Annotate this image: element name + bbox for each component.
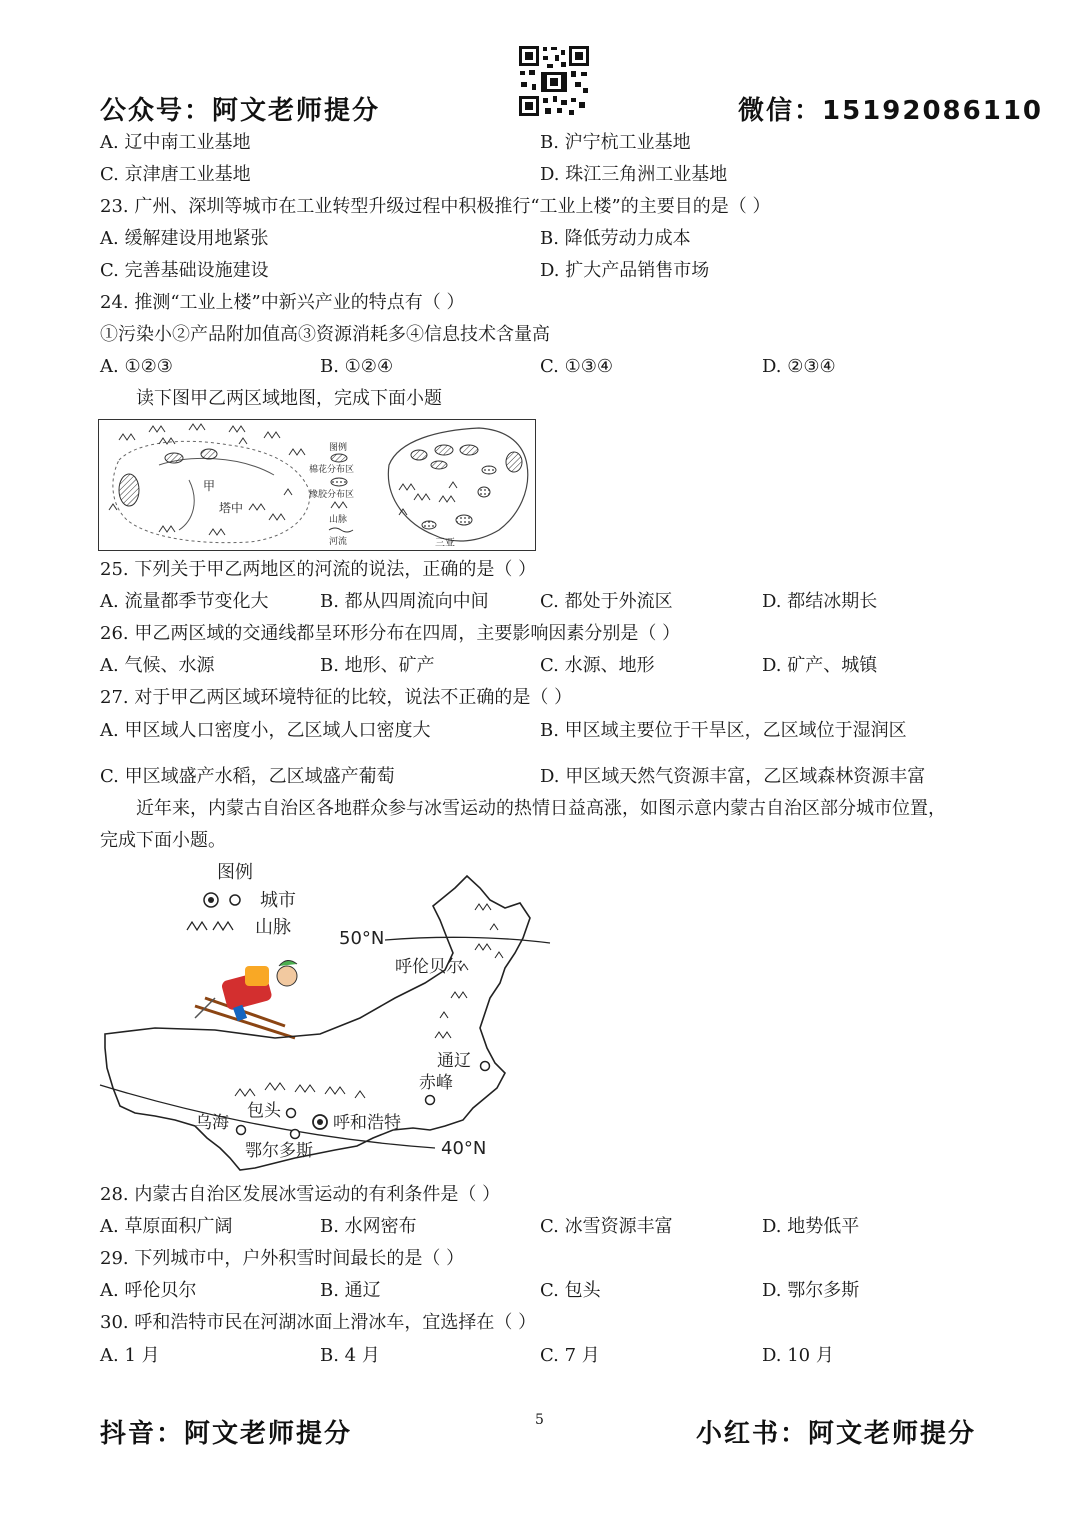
city-ordos: 鄂尔多斯 — [245, 1141, 313, 1161]
q23-stem: 23. 广州、深圳等城市在工业转型升级过程中积极推行“工业上楼”的主要目的是（ ） — [100, 196, 771, 217]
q26-option-a: A. 气候、水源 — [100, 655, 215, 676]
q23-option-d: D. 扩大产品销售市场 — [540, 260, 710, 281]
q24-stem: 24. 推测“工业上楼”中新兴产业的特点有（ ） — [100, 292, 465, 313]
q22-option-c: C. 京津唐工业基地 — [100, 164, 251, 185]
q25-option-d: D. 都结冰期长 — [762, 591, 878, 612]
map1-legend-river-swatch — [329, 528, 353, 532]
city-wuhai: 乌海 — [195, 1113, 229, 1133]
map2-lat40: 40°N — [441, 1138, 487, 1159]
q24-option-c: C. ①③④ — [540, 356, 613, 377]
intro-map2-line1: 近年来，内蒙古自治区各地群众参与冰雪运动的热情日益高涨，如图示意内蒙古自治区部分城市位置， — [136, 798, 946, 819]
q22-option-a: A. 辽中南工业基地 — [100, 132, 251, 153]
city-tongliao: 通辽 — [437, 1051, 471, 1071]
q27-option-d: D. 甲区域天然气资源丰富，乙区域森林资源丰富 — [540, 766, 926, 787]
q29-option-d: D. 鄂尔多斯 — [762, 1280, 860, 1301]
map2-lat50: 50°N — [339, 928, 385, 949]
skier-illustration — [195, 960, 297, 1038]
map1-legend-cotton-swatch — [331, 454, 347, 462]
q25-option-c: C. 都处于外流区 — [540, 591, 673, 612]
q22-option-b: B. 沪宁杭工业基地 — [540, 132, 691, 153]
q27-option-a: A. 甲区域人口密度小，乙区域人口密度大 — [100, 720, 431, 741]
q30-option-d: D. 10 月 — [762, 1345, 834, 1366]
map1-label-sanya: 三亚 — [435, 538, 455, 549]
header-left: 公众号：阿文老师提分 — [100, 96, 381, 126]
q28-option-d: D. 地势低平 — [762, 1216, 860, 1237]
map1-legend-title: 图例 — [329, 443, 348, 453]
q30-stem: 30. 呼和浩特市民在河湖冰面上滑冰车，宜选择在（ ） — [100, 1312, 537, 1333]
q28-option-b: B. 水网密布 — [320, 1216, 417, 1237]
q26-option-d: D. 矿产、城镇 — [762, 655, 878, 676]
q25-stem: 25. 下列关于甲乙两地区的河流的说法，正确的是（ ） — [100, 559, 537, 580]
q30-option-b: B. 4 月 — [320, 1345, 380, 1366]
q22-option-d: D. 珠江三角洲工业基地 — [540, 164, 728, 185]
footer-left: 抖音：阿文老师提分 — [100, 1419, 353, 1449]
q24-option-d: D. ②③④ — [762, 356, 836, 377]
page-number: 5 — [535, 1412, 544, 1428]
q24-items: ①污染小②产品附加值高③资源消耗多④信息技术含量高 — [100, 324, 550, 345]
map2-legend-mountain-swatch — [187, 922, 233, 930]
q25-option-a: A. 流量都季节变化大 — [100, 591, 269, 612]
city-wuhai-marker — [237, 1126, 246, 1135]
city-baotou-marker — [287, 1109, 296, 1118]
map1-figure — [99, 420, 535, 550]
q30-option-a: A. 1 月 — [100, 1345, 160, 1366]
qr-code — [517, 44, 591, 118]
city-chifeng: 赤峰 — [419, 1073, 453, 1093]
map1-legend-cotton: 棉花分布区 — [309, 465, 355, 475]
map2-legend-mountain: 山脉 — [255, 917, 291, 938]
q26-option-b: B. 地形、矿产 — [320, 655, 435, 676]
q23-option-b: B. 降低劳动力成本 — [540, 228, 691, 249]
q28-option-a: A. 草原面积广阔 — [100, 1216, 233, 1237]
q26-stem: 26. 甲乙两区域的交通线都呈环形分布在四周，主要影响因素分别是（ ） — [100, 623, 681, 644]
city-hohhot: 呼和浩特 — [333, 1113, 401, 1133]
q28-stem: 28. 内蒙古自治区发展冰雪运动的有利条件是（ ） — [100, 1184, 501, 1205]
q29-stem: 29. 下列城市中，户外积雪时间最长的是（ ） — [100, 1248, 465, 1269]
map1-legend-rubber-swatch — [331, 478, 347, 486]
city-chifeng-marker — [426, 1096, 435, 1105]
q30-option-c: C. 7 月 — [540, 1345, 600, 1366]
map2-figure — [95, 858, 560, 1178]
city-ordos-marker — [291, 1130, 300, 1139]
city-baotou: 包头 — [247, 1101, 281, 1121]
q29-option-b: B. 通辽 — [320, 1280, 381, 1301]
q27-option-b: B. 甲区域主要位于干旱区，乙区域位于湿润区 — [540, 720, 907, 741]
q24-option-b: B. ①②④ — [320, 356, 394, 377]
q28-option-c: C. 冰雪资源丰富 — [540, 1216, 673, 1237]
q25-option-b: B. 都从四周流向中间 — [320, 591, 489, 612]
intro-map1: 读下图甲乙两区域地图，完成下面小题 — [136, 388, 442, 409]
map1-legend-mountain-swatch — [331, 502, 347, 508]
footer-right: 小红书：阿文老师提分 — [696, 1419, 977, 1449]
city-hulunbuir: 呼伦贝尔 — [395, 957, 463, 977]
q29-option-c: C. 包头 — [540, 1280, 601, 1301]
q23-option-a: A. 缓解建设用地紧张 — [100, 228, 269, 249]
map1-label-tazhong: 塔中 — [219, 501, 244, 515]
q24-option-a: A. ①②③ — [100, 356, 173, 377]
map1-label-jia: 甲 — [203, 479, 216, 493]
map2-legend-city-swatch — [230, 895, 240, 905]
q29-option-a: A. 呼伦贝尔 — [100, 1280, 197, 1301]
q26-option-c: C. 水源、地形 — [540, 655, 655, 676]
q27-option-c: C. 甲区域盛产水稻，乙区域盛产葡萄 — [100, 766, 395, 787]
city-tongliao-marker — [481, 1062, 490, 1071]
map1-legend-rubber: 橡胶分布区 — [309, 490, 355, 500]
map1-legend-mountain: 山脉 — [329, 515, 348, 525]
map2-legend-title: 图例 — [217, 862, 253, 883]
header-right: 微信：15192086110 — [738, 96, 1043, 126]
map2-legend-city: 城市 — [260, 890, 296, 911]
intro-map2-line2: 完成下面小题。 — [100, 830, 226, 851]
q27-stem: 27. 对于甲乙两区域环境特征的比较，说法不正确的是（ ） — [100, 687, 573, 708]
q23-option-c: C. 完善基础设施建设 — [100, 260, 269, 281]
map1-frame — [98, 419, 536, 551]
map1-legend-river: 河流 — [329, 537, 348, 547]
